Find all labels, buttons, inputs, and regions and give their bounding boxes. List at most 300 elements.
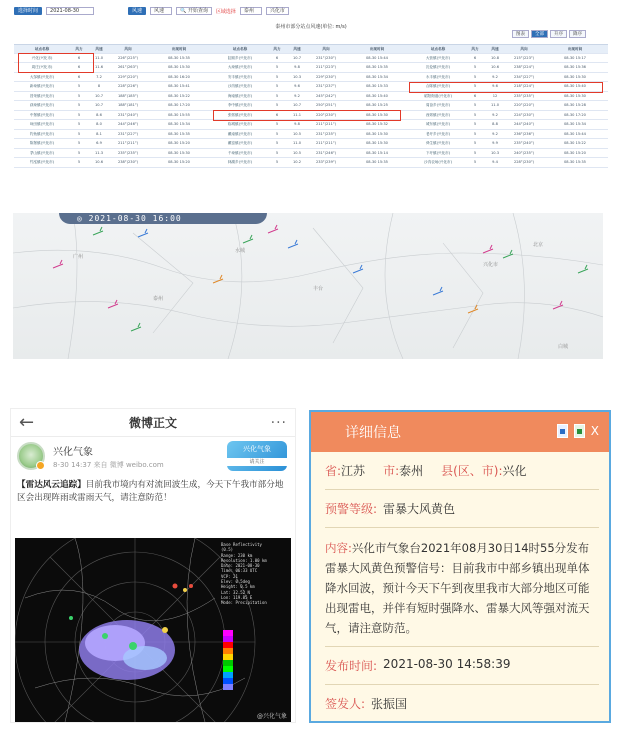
wind-barb bbox=[353, 265, 363, 273]
table-row[interactable] bbox=[410, 101, 608, 111]
table-row[interactable] bbox=[212, 92, 410, 102]
table-row[interactable] bbox=[212, 73, 410, 83]
table-row[interactable] bbox=[410, 139, 608, 149]
table-cell: 老圩乡(兴化市) bbox=[425, 131, 451, 136]
content-value: 兴化市气象台2021年08月30日14时55分发布雷暴大风黄色预警信号：目前我市中部乡镇出现单体降水回波，预计今天下午到夜里我市大部分地区可能出现雷电，并伴有短时强降水、雷暴大风等强对流天气，请注意防范。 bbox=[325, 541, 590, 635]
table-cell: 5 bbox=[275, 160, 279, 164]
table-cell: 9.2 bbox=[294, 93, 300, 98]
table-cell: 城东镇(兴化市) bbox=[425, 122, 451, 126]
wind-barb bbox=[108, 300, 118, 308]
table-cell: 220°(230°) bbox=[315, 112, 337, 117]
table-cell: 荻垛镇(兴化市) bbox=[29, 103, 55, 107]
column-header[interactable]: 站点名称 bbox=[232, 47, 248, 51]
avatar[interactable] bbox=[17, 442, 45, 470]
table-cell: 08-30 15:30 bbox=[366, 112, 388, 117]
province-value: 江苏 bbox=[341, 464, 366, 478]
wind-barb bbox=[213, 275, 223, 283]
table-cell: 11.0 bbox=[292, 141, 301, 145]
detail-title: 详细信息 bbox=[345, 425, 401, 441]
table-cell: 6 bbox=[77, 74, 81, 79]
table-cell: 5 bbox=[77, 150, 81, 155]
table-cell: 8.6 bbox=[96, 112, 102, 117]
table-cell: 08-30 15:32 bbox=[366, 122, 388, 126]
table-cell: 08-30 15:20 bbox=[168, 141, 190, 145]
table-row[interactable] bbox=[212, 54, 410, 64]
wind-barb bbox=[288, 240, 298, 248]
table-cell: 5 bbox=[473, 141, 477, 145]
table-cell: 10.3 bbox=[490, 150, 499, 155]
table-cell: 08-30 15:55 bbox=[168, 112, 190, 117]
radar-watermark: @兴化气象 bbox=[256, 713, 287, 720]
highlight-box-station-b bbox=[213, 110, 401, 121]
radar-info-legend: Base Reflectivity (0.5) Range: 230 km Resolution: 1.00 km Date: 2021-08-30 Time: 06:33 UTC VCP: 21 Elev: 0.5deg Height: 0.5 km Lat: 32.52 N Lon: 119.85 E Mode: Precipitation bbox=[221, 542, 267, 606]
column-header[interactable]: 出现时间 bbox=[567, 47, 583, 51]
date-input[interactable]: 2021-08-30 bbox=[46, 7, 94, 15]
table-cell: 188°(185°) bbox=[117, 93, 139, 98]
table-cell: 临城镇(兴化市) bbox=[227, 122, 253, 126]
table-cell: 08-30 15:41 bbox=[168, 84, 190, 88]
table-cell: 9.9 bbox=[492, 141, 498, 145]
weibo-header bbox=[11, 409, 295, 437]
table-cell: 08-30 15:40 bbox=[564, 84, 586, 88]
table-cell: 231°(246°) bbox=[315, 150, 337, 155]
table-row[interactable] bbox=[212, 139, 410, 149]
table-row[interactable] bbox=[14, 120, 212, 130]
table-cell: 231°(230°) bbox=[315, 55, 337, 60]
column-header[interactable]: 风力 bbox=[471, 47, 479, 51]
station-wind-table-panel bbox=[14, 4, 608, 176]
table-cell: 10.5 bbox=[292, 131, 301, 136]
table-cell: 5 bbox=[77, 160, 81, 164]
table-cell: 5 bbox=[275, 93, 279, 98]
wind-barb bbox=[553, 301, 563, 309]
table-cell: 229°(230°) bbox=[315, 74, 337, 79]
issuer-key: 签发人: bbox=[325, 697, 366, 711]
table-row[interactable] bbox=[14, 158, 212, 168]
table-cell: 10.7 bbox=[292, 55, 301, 60]
back-arrow-icon[interactable]: ← bbox=[19, 412, 35, 433]
table-cell: 188°(181°) bbox=[117, 103, 139, 107]
table-row[interactable] bbox=[14, 101, 212, 111]
table-row[interactable] bbox=[212, 82, 410, 92]
column-header[interactable]: 站点名称 bbox=[430, 47, 446, 51]
issuer-row bbox=[325, 695, 599, 712]
table-cell: 250°(251°) bbox=[315, 103, 337, 107]
province-key: 省: bbox=[325, 464, 342, 478]
table-cell: 10.3 bbox=[292, 74, 301, 79]
column-header[interactable]: 站点名称 bbox=[34, 47, 50, 51]
table-cell: 戴窑镇(兴化市) bbox=[227, 141, 253, 145]
detail-body bbox=[311, 452, 609, 721]
region-select-label: 区域选择 bbox=[215, 8, 236, 15]
table-cell: 235°(240°) bbox=[513, 141, 535, 145]
table-cell: 5 bbox=[77, 103, 81, 107]
wind-barb bbox=[433, 287, 443, 295]
table-cell: 231°(240°) bbox=[117, 112, 139, 117]
map-time-label: ◎ 2021-08-30 16:00 bbox=[59, 213, 267, 224]
wind-barbs bbox=[53, 225, 588, 331]
table-cell: 215°(223°) bbox=[513, 55, 535, 60]
table-cell: 垛田镇(兴化市) bbox=[29, 122, 55, 126]
table-cell: 08-30 15:35 bbox=[366, 65, 388, 69]
table-cell: 9.2 bbox=[492, 112, 498, 117]
table-cell: 5 bbox=[77, 84, 81, 88]
table-cell: 5 bbox=[77, 131, 81, 136]
column-header[interactable]: 风速 bbox=[95, 47, 103, 51]
table-title: 泰州市部分站点风速(单位: m/s) bbox=[275, 24, 347, 30]
map-place-label: 广州 bbox=[73, 254, 84, 260]
wind-barb bbox=[578, 265, 588, 273]
table-cell: 228°(226°) bbox=[117, 84, 139, 88]
table-cell: 8.8 bbox=[492, 122, 498, 126]
county-value: 兴化 bbox=[502, 464, 527, 478]
detail-header bbox=[311, 412, 609, 452]
export-excel-icon[interactable] bbox=[574, 424, 585, 438]
table-row[interactable] bbox=[14, 73, 212, 83]
table-cell: 238°(224°) bbox=[513, 65, 535, 69]
table-row[interactable] bbox=[410, 149, 608, 159]
city-key: 市: bbox=[383, 464, 400, 478]
table-cell: 5 bbox=[275, 150, 279, 155]
table-cell: 5 bbox=[275, 122, 279, 126]
map-place-label: 白城 bbox=[558, 344, 569, 350]
table-cell: 5 bbox=[473, 84, 477, 88]
table-row[interactable] bbox=[212, 120, 410, 130]
table-cell: 5 bbox=[473, 122, 477, 126]
region-row bbox=[325, 462, 599, 479]
table-cell: 226°(225°) bbox=[117, 55, 139, 60]
table-cell: 08-30 15:30 bbox=[168, 150, 190, 155]
table-group bbox=[212, 44, 410, 168]
weibo-post-screen bbox=[10, 408, 296, 723]
export-pdf-icon[interactable] bbox=[557, 424, 568, 438]
table-cell: 林湖乡(兴化市) bbox=[227, 160, 253, 164]
table-cell: 大邹镇(兴化市) bbox=[29, 74, 55, 79]
column-header[interactable]: 风速 bbox=[293, 47, 301, 51]
table-cell: 08-30 15:22 bbox=[564, 141, 586, 145]
table-row[interactable] bbox=[14, 139, 212, 149]
county-key: 县(区、市): bbox=[441, 464, 503, 478]
table-cell: 5 bbox=[473, 160, 477, 164]
table-row[interactable] bbox=[212, 63, 410, 73]
highlight-box-xinghua bbox=[18, 53, 94, 73]
table-cell: 8 bbox=[97, 84, 101, 88]
more-options-button[interactable]: ··· bbox=[270, 414, 287, 431]
table-cell: 9.2 bbox=[492, 131, 498, 136]
weibo-header-title: 微博正文 bbox=[128, 416, 177, 430]
table-cell: 08-30 16:20 bbox=[168, 74, 190, 79]
table-cell: 08-30 15:20 bbox=[564, 150, 586, 155]
weibo-post-body: 目前我市境内有对流回波生成，今天下午我市部分地区会出现阵雨或雷雨天气，请注意防范！ bbox=[17, 480, 284, 503]
table-cell: 安丰镇(兴化市) bbox=[227, 74, 253, 79]
column-header[interactable]: 风速 bbox=[491, 47, 499, 51]
table-cell: 新垛镇(兴化市) bbox=[29, 84, 55, 88]
column-header[interactable]: 风力 bbox=[273, 47, 281, 51]
table-cell: 08-30 15:30 bbox=[366, 141, 388, 145]
table-cell: 10.6 bbox=[490, 65, 499, 69]
table-cell: 6 bbox=[275, 55, 279, 60]
table-cell: 8.1 bbox=[96, 131, 102, 136]
table-cell: 08-30 15:30 bbox=[168, 65, 190, 69]
table-cell: 沙沟镇(兴化市) bbox=[227, 84, 253, 88]
table-cell: 236°(236°) bbox=[513, 131, 535, 136]
table-row[interactable] bbox=[14, 111, 212, 121]
follow-badge-sub: 请关注 bbox=[227, 458, 287, 466]
table-cell: 235°(235°) bbox=[117, 150, 139, 155]
table-cell: 211°(211°) bbox=[117, 141, 139, 145]
table-cell: 08-30 15:35 bbox=[168, 131, 190, 136]
table-cell: 08-30 15:14 bbox=[366, 150, 388, 155]
table-cell: 茅山镇(兴化市) bbox=[29, 150, 55, 155]
table-cell: 229°(220°) bbox=[117, 74, 139, 79]
table-cell: 6 bbox=[77, 55, 81, 60]
table-cell: 08-30 15:17 bbox=[564, 55, 586, 60]
table-cell: 5 bbox=[275, 141, 279, 145]
table-row[interactable] bbox=[212, 158, 410, 168]
table-cell: 08-30 15:36 bbox=[564, 65, 586, 69]
table-cell: 9.2 bbox=[492, 74, 498, 79]
table-row[interactable] bbox=[14, 130, 212, 140]
map-canvas bbox=[13, 213, 603, 359]
table-cell: 缸顾乡(兴化市) bbox=[227, 55, 253, 60]
table-cell: 5 bbox=[473, 103, 477, 107]
tab-ascending[interactable]: 升序 bbox=[550, 30, 567, 38]
table-cell: 231°(227°) bbox=[117, 131, 139, 136]
table-cell: 舜生镇(兴化市) bbox=[425, 141, 451, 145]
county-select[interactable]: 兴化市 bbox=[266, 7, 289, 15]
table-cell: 5 bbox=[473, 74, 477, 79]
column-header[interactable]: 风向 bbox=[124, 47, 132, 51]
table-cell: 9.6 bbox=[294, 84, 300, 88]
column-header[interactable]: 风向 bbox=[520, 47, 528, 51]
table-cell: 228°(230°) bbox=[513, 160, 535, 164]
table-cell: 235°(235°) bbox=[513, 93, 535, 98]
tab-all[interactable]: 全部 bbox=[531, 30, 548, 38]
table-cell: 张郭镇(兴化市) bbox=[227, 112, 253, 117]
table-cell: 5 bbox=[77, 112, 81, 117]
table-cell: 244°(246°) bbox=[117, 122, 139, 126]
map-place-label: 兴化市 bbox=[483, 262, 499, 268]
time-key: 发布时间: bbox=[325, 659, 378, 673]
table-row[interactable] bbox=[410, 54, 608, 64]
table-cell: 08-30 17:20 bbox=[168, 103, 190, 107]
table-cell: 10.6 bbox=[94, 160, 103, 164]
table-cell: 11.3 bbox=[94, 150, 103, 155]
table-group bbox=[410, 44, 608, 168]
radar-map-panel bbox=[13, 213, 603, 359]
table-cell: 9.8 bbox=[294, 65, 300, 69]
level-row bbox=[325, 500, 599, 517]
table-row[interactable] bbox=[14, 149, 212, 159]
table-cell: 昭阳街道(兴化市) bbox=[424, 93, 452, 98]
table-cell: 兴化(兴化市) bbox=[31, 55, 53, 60]
wind-barb bbox=[138, 229, 148, 237]
content-row bbox=[325, 538, 599, 638]
table-cell: 6 bbox=[473, 93, 477, 98]
table-cell: 钓鱼镇(兴化市) bbox=[29, 131, 55, 136]
table-cell: 5 bbox=[77, 122, 81, 126]
table-cell: 5 bbox=[77, 141, 81, 145]
map-place-label: 水城 bbox=[235, 248, 246, 254]
table-cell: 6.9 bbox=[96, 141, 102, 145]
weibo-post-meta: 8-30 14:37 来自 微博 weibo.com bbox=[53, 460, 164, 469]
table-row[interactable] bbox=[14, 92, 212, 102]
tab-descending[interactable]: 降序 bbox=[569, 30, 586, 38]
radar-image[interactable] bbox=[15, 538, 291, 722]
table-cell: 11.0 bbox=[94, 55, 103, 60]
table-cell: 211°(223°) bbox=[315, 65, 337, 69]
issuer-value: 张振国 bbox=[371, 697, 408, 711]
content-key: 内容: bbox=[325, 541, 352, 555]
table-cell: 08-30 15:35 bbox=[564, 160, 586, 164]
table-cell: 11.1 bbox=[292, 112, 301, 117]
table-cell: 11.6 bbox=[94, 65, 103, 69]
search-icon: 🔍 bbox=[180, 8, 187, 14]
table-cell: 218°(224°) bbox=[513, 84, 535, 88]
wind-barb bbox=[268, 225, 278, 233]
time-select-button[interactable]: 选择时间 bbox=[14, 7, 42, 15]
table-cell: 12 bbox=[492, 93, 498, 98]
wind-barb bbox=[243, 235, 253, 243]
table-cell: 中堡镇(兴化市) bbox=[29, 112, 55, 117]
table-cell: 238°(230°) bbox=[117, 160, 139, 164]
echo-area bbox=[69, 584, 193, 681]
warning-detail-panel bbox=[309, 410, 611, 723]
table-row[interactable] bbox=[212, 130, 410, 140]
weibo-post-title: 【雷达风云追踪】 bbox=[17, 480, 86, 490]
table-cell: 233°(239°) bbox=[315, 160, 337, 164]
search-button-label: 开始查询 bbox=[187, 8, 208, 14]
table-cell: 海南镇(兴化市) bbox=[227, 93, 253, 98]
wind-barb bbox=[483, 245, 493, 253]
table-cell: 08-30 15:34 bbox=[564, 122, 586, 126]
table-cell: 5 bbox=[275, 84, 279, 88]
table-cell: 08-30 15:28 bbox=[564, 103, 586, 107]
table-row[interactable] bbox=[410, 63, 608, 73]
table-row[interactable] bbox=[410, 158, 608, 168]
column-header[interactable]: 出现时间 bbox=[369, 47, 385, 51]
table-cell: 千垛镇(兴化市) bbox=[227, 150, 253, 155]
table-cell: 08-30 15:25 bbox=[366, 103, 388, 107]
table-cell: 10.8 bbox=[490, 55, 499, 60]
highlight-box-station-c bbox=[409, 82, 603, 93]
city-select[interactable]: 泰州 bbox=[240, 7, 262, 15]
table-header-row bbox=[212, 44, 410, 54]
table-cell: 224°(230°) bbox=[513, 112, 535, 117]
table-cell: 周庄(兴化市) bbox=[31, 65, 53, 69]
follow-badge[interactable] bbox=[227, 441, 287, 471]
time-value: 2021-08-30 14:58:39 bbox=[383, 657, 511, 671]
table-cell: 08-30 15:34 bbox=[366, 74, 388, 79]
map-place-label: 北京 bbox=[533, 242, 544, 248]
search-button[interactable] bbox=[176, 7, 212, 15]
table-cell: 9.6 bbox=[492, 84, 498, 88]
close-icon[interactable]: X bbox=[590, 424, 599, 438]
table-cell: 10.7 bbox=[94, 103, 103, 107]
table-cell: 231°(237°) bbox=[315, 84, 337, 88]
table-cell: 9.8 bbox=[294, 122, 300, 126]
table-cell: 8.0 bbox=[96, 122, 102, 126]
table-cell: 08-30 15:20 bbox=[168, 160, 190, 164]
time-row bbox=[325, 657, 599, 674]
table-cell: 08-30 15:35 bbox=[366, 160, 388, 164]
table-cell: 08-30 15:34 bbox=[168, 122, 190, 126]
wind-barb bbox=[131, 323, 141, 331]
table-cell: 6 bbox=[473, 55, 477, 60]
table-cell: 下圩镇(兴化市) bbox=[425, 150, 451, 155]
table-cell: 244°(240°) bbox=[513, 122, 535, 126]
column-header[interactable]: 出现时间 bbox=[171, 47, 187, 51]
table-cell: 08-30 15:40 bbox=[366, 93, 388, 98]
map-place-label: 丰台 bbox=[313, 286, 324, 292]
table-cell: 5 bbox=[473, 112, 477, 117]
table-cell: 周奋乡(兴化市) bbox=[425, 103, 451, 107]
table-cell: 245°(242°) bbox=[315, 93, 337, 98]
table-header-row bbox=[410, 44, 608, 54]
table-row[interactable] bbox=[14, 82, 212, 92]
table-cell: 10.7 bbox=[94, 93, 103, 98]
table-row[interactable] bbox=[410, 120, 608, 130]
table-toolbar bbox=[14, 4, 608, 18]
weibo-user-row bbox=[11, 437, 295, 475]
table-cell: 11.0 bbox=[490, 103, 499, 107]
table-cell: 10.2 bbox=[292, 160, 301, 164]
table-cell: 7.2 bbox=[96, 74, 102, 79]
table-cell: 5 bbox=[77, 93, 81, 98]
weibo-username[interactable]: 兴化气象 bbox=[53, 446, 93, 458]
column-header[interactable]: 风力 bbox=[75, 47, 83, 51]
table-cell: 6 bbox=[275, 112, 279, 117]
table-cell: 陈堡镇(兴化市) bbox=[29, 141, 55, 145]
table-cell: 211°(211°) bbox=[315, 122, 337, 126]
table-cell: 08-30 15:33 bbox=[366, 84, 388, 88]
table-cell: 08-30 15:30 bbox=[366, 131, 388, 136]
table-cell: 234°(227°) bbox=[513, 74, 535, 79]
table-cell: 08-30 15:30 bbox=[564, 93, 586, 98]
station-table bbox=[14, 44, 608, 168]
table-cell: 08-30 17:20 bbox=[564, 112, 586, 117]
element-button[interactable]: 风速 bbox=[128, 7, 146, 15]
table-cell: 211°(211°) bbox=[315, 141, 337, 145]
table-row[interactable] bbox=[410, 73, 608, 83]
table-view-tabs bbox=[512, 30, 586, 38]
table-cell: 10.5 bbox=[292, 150, 301, 155]
table-cell: 08-30 15:22 bbox=[168, 93, 190, 98]
column-header[interactable]: 风向 bbox=[322, 47, 330, 51]
table-cell: 戴南镇(兴化市) bbox=[227, 131, 253, 136]
wind-barb bbox=[53, 260, 63, 268]
table-row[interactable] bbox=[410, 130, 608, 140]
table-row[interactable] bbox=[410, 111, 608, 121]
table-cell: 261°(263°) bbox=[117, 65, 139, 69]
tab-chart[interactable]: 图表 bbox=[512, 30, 529, 38]
table-cell: 5 bbox=[473, 131, 477, 136]
table-row[interactable] bbox=[212, 149, 410, 159]
table-cell: 永丰镇(兴化市) bbox=[425, 74, 451, 79]
map-place-label: 泰州 bbox=[153, 296, 164, 302]
verified-badge-icon bbox=[36, 461, 45, 470]
table-cell: 合陈镇(兴化市) bbox=[425, 84, 451, 88]
table-cell: 5 bbox=[473, 65, 477, 69]
table-cell: 6 bbox=[77, 65, 81, 69]
table-cell: 5 bbox=[275, 74, 279, 79]
table-cell: 李中镇(兴化市) bbox=[227, 103, 253, 107]
table-cell: 大营镇(兴化市) bbox=[425, 55, 451, 60]
element-select[interactable]: 风速 bbox=[150, 7, 172, 15]
follow-badge-title: 兴化气象 bbox=[243, 445, 271, 453]
table-cell: 昌荣镇(兴化市) bbox=[29, 93, 55, 98]
level-key: 预警等级: bbox=[325, 502, 378, 516]
